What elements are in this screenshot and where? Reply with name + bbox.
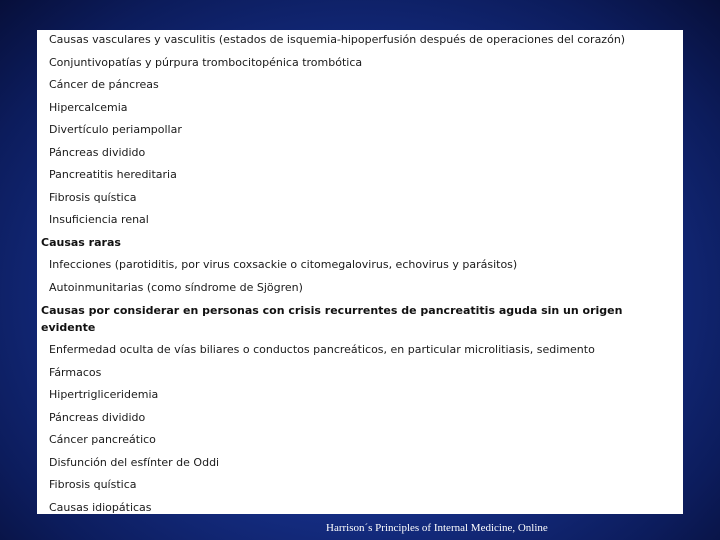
content-panel [37, 30, 683, 514]
list-item: Páncreas dividido [49, 411, 146, 424]
list-item: Causas vasculares y vasculitis (estados de isquemia-hipoperfusión después de operaciones del corazón) [49, 33, 626, 46]
list-item: Divertículo periampollar [49, 123, 182, 136]
list-item: Cáncer de páncreas [49, 78, 159, 91]
list-item: Pancreatitis hereditaria [49, 168, 177, 181]
list-item: Hipertrigliceridemia [49, 388, 159, 401]
list-item: Hipercalcemia [49, 101, 128, 114]
list-item: Enfermedad oculta de vías biliares o conductos pancreáticos, en particular microlitiasis, sedimento [49, 343, 595, 356]
list-item: Páncreas dividido [49, 146, 146, 159]
list-item: Cáncer pancreático [49, 433, 156, 446]
list-item: Autoinmunitarias (como síndrome de Sjögren) [49, 281, 303, 294]
section-heading: Causas por considerar en personas con crisis recurrentes de pancreatitis aguda sin un origen evidente [41, 304, 623, 334]
list-item: Insuficiencia renal [49, 213, 149, 226]
list-item: Fibrosis quística [49, 191, 137, 204]
list-item: Causas idiopáticas [49, 501, 152, 514]
section-heading: Causas raras [41, 236, 121, 249]
source-caption: Harrison´s Principles of Internal Medicine, Online [326, 522, 548, 534]
list-item: Fármacos [49, 366, 102, 379]
list-item: Infecciones (parotiditis, por virus coxsackie o citomegalovirus, echovirus y parásitos) [49, 258, 518, 271]
list-item: Conjuntivopatías y púrpura trombocitopénica trombótica [49, 56, 363, 69]
list-item: Fibrosis quística [49, 478, 137, 491]
list-item: Disfunción del esfínter de Oddi [49, 456, 220, 469]
